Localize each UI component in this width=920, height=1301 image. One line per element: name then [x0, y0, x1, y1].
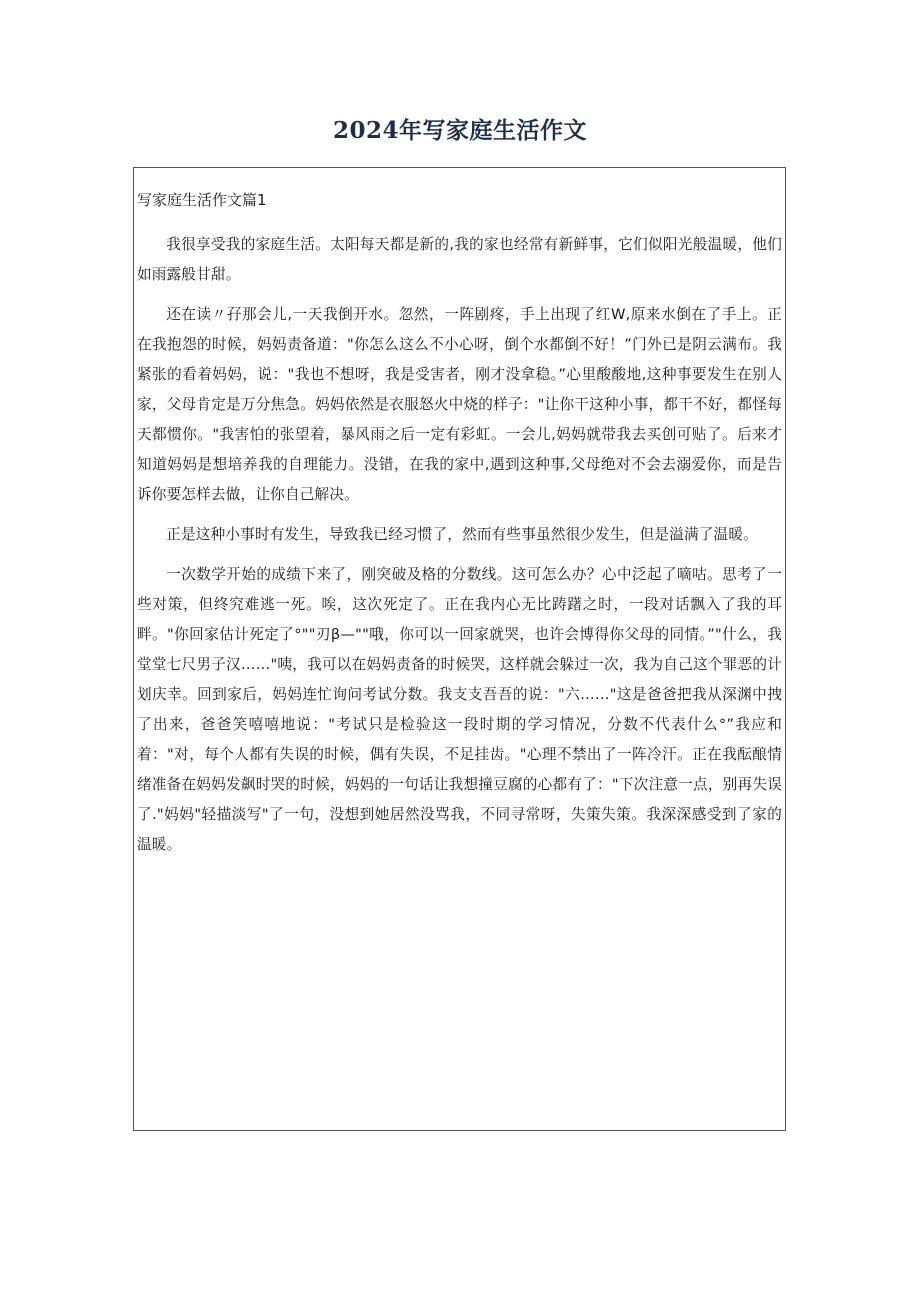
paragraph-3: 正是这种小事时有发生，导致我已经习惯了，然而有些事虽然很少发生，但是溢满了温暖。 — [166, 526, 758, 543]
document-title: 2024年写家庭生活作文 — [332, 117, 587, 144]
paragraph-1: 我很享受我的家庭生活。太阳每天都是新的,我的家也经常有新鲜事，它们似阳光般温暖，他们如雨露般甘甜。 — [137, 236, 782, 283]
paragraph-2: 还在读〃孖那会儿,一天我倒开水。忽然，一阵剧疼，手上出现了红W,原来水倒在了手上。正在我抱怨的时候，妈妈责备道："你怎么这么不小心呀，倒个水都倒不好！”门外已是阴云满布。我紧张的看着妈妈，说："我也不想呀，我是受害者，刚才没拿稳。”心里酸酸地,这种事要发生在别人家，父母肯定是万分焦急。妈妈依然是衣服怒火中烧的样子："让你干这种小事，都干不好，都怪每天都惯你。"我害怕的张望着，暴风雨之后一定有彩虹。一会儿,妈妈就带我去买创可贴了。后来才知道妈妈是想培养我的自理能力。没错，在我的家中,遇到这种事,父母绝对不会去溺爱你，而是告诉你要怎样去做，让你自己解决。 — [137, 306, 782, 503]
content-frame — [133, 167, 786, 1131]
paragraph-4: 一次数学开始的成绩下来了，刚突破及格的分数线。这可怎么办？心中泛起了嘀咕。思考了一些对策，但终究难逃一死。唉，这次死定了。正在我内心无比踌躇之时，一段对话飘入了我的耳畔。"你回家估计死定了°""刃β—""哦，你可以一回家就哭，也许会博得你父母的同情。”"什么，我堂堂七尺男子汉……"咦，我可以在妈妈责备的时候哭，这样就会躲过一次，我为自己这个罪恶的计划庆幸。回到家后，妈妈连忙询问考试分数。我支支吾吾的说："六……"这是爸爸把我从深渊中拽了出来，爸爸笑嘻嘻地说："考试只是检验这一段时期的学习情况，分数不代表什么°”我应和着："对，每个人都有失误的时候，偶有失误，不足挂齿。"心理不禁出了一阵冷汗。正在我酝酿情绪准备在妈妈发飙时哭的时候，妈妈的一句话让我想撞豆腐的心都有了："下次注意一点，别再失误了."妈妈"轻描淡写"了一句，没想到她居然没骂我，不同寻常呀，失策失策。我深深感受到了家的温暖。 — [137, 566, 782, 853]
section-heading: 写家庭生活作文篇1 — [137, 191, 267, 209]
essay-body — [137, 230, 782, 870]
